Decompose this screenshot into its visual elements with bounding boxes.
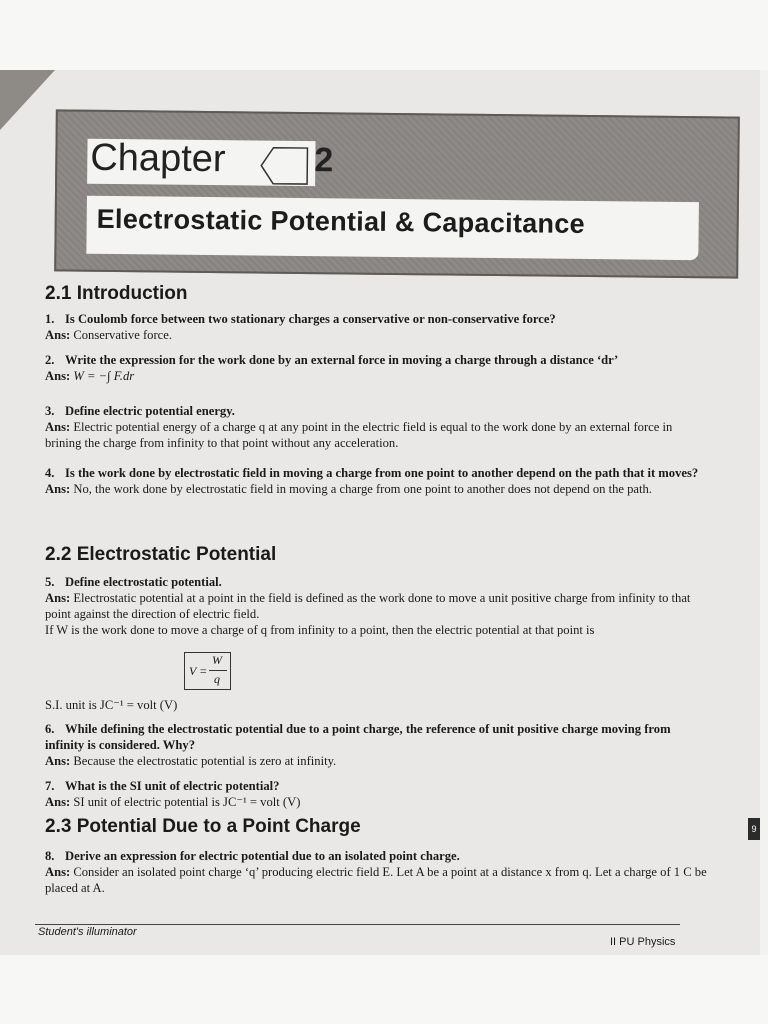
answer-text: No, the work done by electrostatic field in moving a charge from one point to another does not depend on the path. (73, 482, 652, 496)
footer-rule (35, 924, 680, 925)
question-block (45, 721, 710, 769)
top-margin (0, 0, 768, 70)
question-number: 5. (45, 575, 55, 589)
question-block (45, 574, 710, 638)
question-number: 2. (45, 353, 55, 367)
question-text: Write the expression for the work done by an external force in moving a charge through a distance ‘dr’ (65, 353, 619, 367)
question-block (45, 465, 710, 497)
question-text: Is Coulomb force between two stationary charges a conservative or non-conservative force? (65, 312, 556, 326)
question-number: 7. (45, 779, 55, 793)
answer-label: Ans: (45, 369, 71, 383)
question-text: Define electrostatic potential. (65, 575, 222, 589)
footer-book-title: Student's illuminator (38, 926, 137, 938)
question-number: 8. (45, 849, 55, 863)
question-block (45, 311, 710, 343)
answer-text: SI unit of electric potential is JC⁻¹ = volt (V) (73, 795, 301, 809)
answer-text: Conservative force. (73, 328, 172, 342)
chapter-word: Chapter (90, 136, 226, 181)
question-number: 6. (45, 722, 55, 736)
answer-label: Ans: (45, 591, 71, 605)
page-number-tab: 9 (748, 818, 760, 840)
answer-text: Electric potential energy of a charge q at any point in the electric field is equal to the work done by an external force in brining the charge from infinity to that point without any acceleration. (45, 420, 673, 450)
section-heading: 2.2 Electrostatic Potential (45, 544, 277, 565)
question-number: 3. (45, 404, 55, 418)
section-heading: 2.1 Introduction (45, 283, 188, 304)
question-text: While defining the electrostatic potential due to a point charge, the reference of unit positive charge moving from infinity is considered. Why? (45, 722, 671, 752)
question-text: Is the work done by electrostatic field in moving a charge from one point to another depend on the path that it moves? (65, 466, 699, 480)
question-number: 1. (45, 312, 55, 326)
footer-subject: II PU Physics (610, 936, 676, 948)
question-text: Derive an expression for electric potential due to an isolated point charge. (65, 849, 460, 863)
formula-numerator: W (212, 653, 222, 667)
chapter-number: 2 (314, 141, 334, 180)
question-block (45, 352, 710, 384)
unit-line: S.I. unit is JC⁻¹ = volt (V) (45, 698, 178, 712)
fraction-bar (209, 670, 227, 671)
page-corner-shadow (0, 70, 55, 130)
answer-label: Ans: (45, 865, 71, 879)
section-heading: 2.3 Potential Due to a Point Charge (45, 816, 361, 837)
formula-lhs: V = (189, 664, 208, 678)
answer-label: Ans: (45, 795, 71, 809)
answer-text: If W is the work done to move a charge of q from infinity to a point, then the electric potential at that point is (45, 623, 595, 637)
answer-label: Ans: (45, 420, 71, 434)
answer-text: Consider an isolated point charge ‘q’ producing electric field E. Let A be a point at a distance x from q. Let a charge of 1 C be placed at A. (45, 865, 707, 895)
question-text: What is the SI unit of electric potential? (65, 779, 280, 793)
answer-text: Because the electrostatic potential is zero at infinity. (73, 754, 337, 768)
answer-text: W = −∫ F.dr (73, 369, 135, 383)
formula-denominator: q (214, 672, 220, 686)
answer-label: Ans: (45, 482, 71, 496)
question-block (45, 778, 710, 810)
question-block (45, 403, 710, 451)
answer-label: Ans: (45, 754, 71, 768)
answer-text: Electrostatic potential at a point in the field is defined as the work done to move a unit positive charge from infinity to that point against the direction of electric field. (45, 591, 691, 621)
question-block (45, 848, 710, 896)
chapter-number-badge-icon (247, 143, 311, 188)
question-text: Define electric potential energy. (65, 404, 235, 418)
bottom-margin (0, 955, 768, 1024)
question-number: 4. (45, 466, 55, 480)
formula-box (184, 652, 231, 690)
answer-label: Ans: (45, 328, 71, 342)
chapter-banner (54, 109, 740, 278)
chapter-title: Electrostatic Potential & Capacitance (96, 203, 586, 239)
